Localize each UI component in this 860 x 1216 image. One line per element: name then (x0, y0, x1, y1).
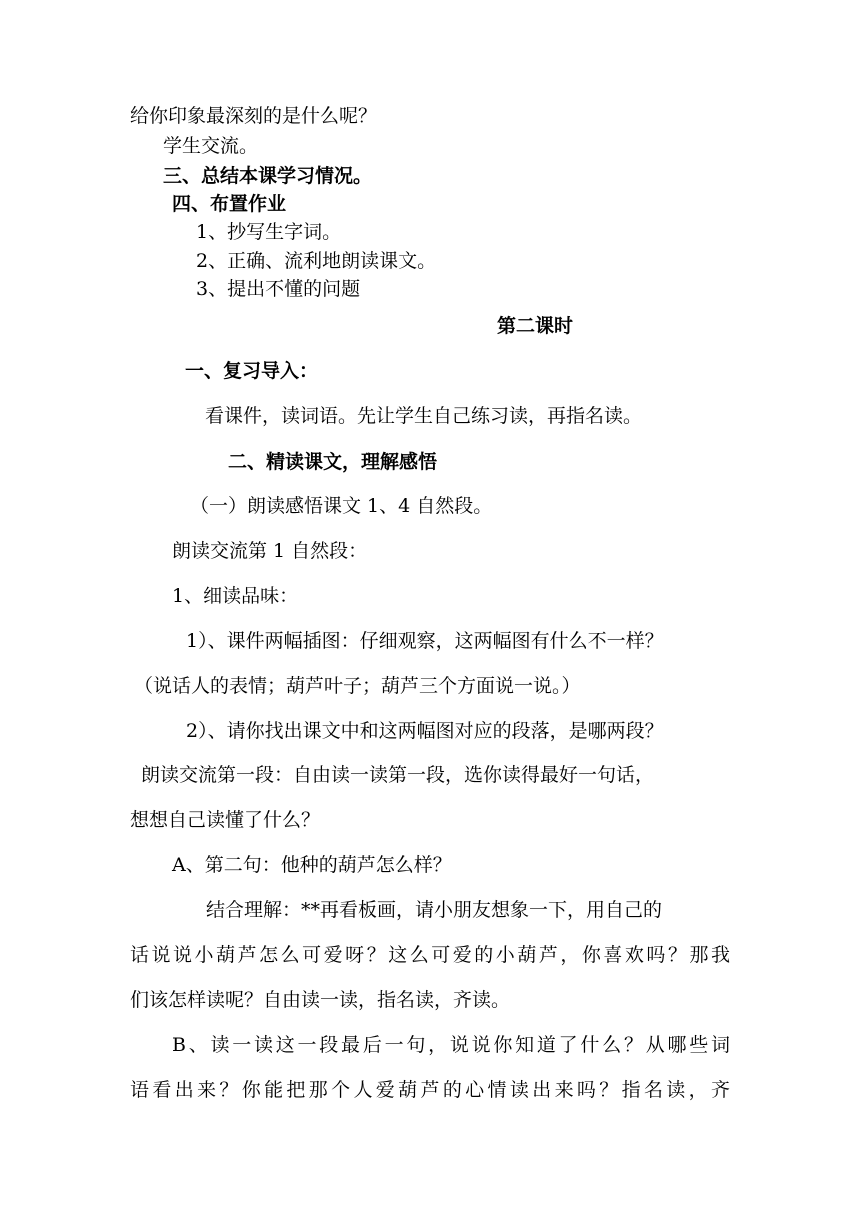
text-line: 话说说小葫芦怎么可爱呀？这么可爱的小葫芦，你喜欢吗？那我 (130, 944, 730, 966)
lesson-title: 第二课时 (497, 315, 574, 337)
text-line: 朗读交流第 1 自然段： (172, 540, 368, 562)
text-line: 语看出来？你能把那个人爱葫芦的心情读出来吗？指名读，齐 (130, 1079, 730, 1101)
text-line: 学生交流。 (163, 135, 259, 157)
text-line: B、读一读这一段最后一句，说说你知道了什么？从哪些词 (172, 1034, 730, 1056)
text-line: 看课件，读词语。先让学生自己练习读，再指名读。 (205, 405, 643, 427)
list-item: 1、抄写生字词。 (196, 221, 342, 243)
list-item: 2、正确、流利地朗读课文。 (196, 250, 437, 272)
section-heading: 二、精读课文，理解感悟 (228, 451, 438, 473)
text-line: 想想自己读懂了什么？ (130, 809, 321, 831)
section-heading: 三、总结本课学习情况。 (163, 165, 373, 187)
section-heading: 四、布置作业 (172, 193, 287, 215)
text-line: （说话人的表情；葫芦叶子；葫芦三个方面说一说。） (134, 675, 581, 697)
text-line: 们该怎样读呢？自由读一读，指名读，齐读。 (130, 989, 511, 1011)
text-line: （一）朗读感悟课文 1、4 自然段。 (190, 495, 493, 517)
text-line: A、第二句：他种的葫芦怎么样？ (172, 854, 452, 876)
section-heading: 一、复习导入： (185, 360, 319, 382)
text-line: 给你印象最深刻的是什么呢？ (130, 105, 378, 127)
list-item: 3、提出不懂的问题 (196, 278, 361, 300)
text-line: 1、细读品味： (172, 585, 299, 607)
text-line: 1）、课件两幅插图：仔细观察，这两幅图有什么不一样？ (186, 630, 664, 652)
text-line: 结合理解：**再看板画，请小朋友想象一下，用自己的 (206, 899, 663, 921)
text-line: 朗读交流第一段：自由读一读第一段，选你读得最好一句话， (141, 764, 655, 786)
text-line: 2）、请你找出课文中和这两幅图对应的段落，是哪两段？ (186, 720, 664, 742)
